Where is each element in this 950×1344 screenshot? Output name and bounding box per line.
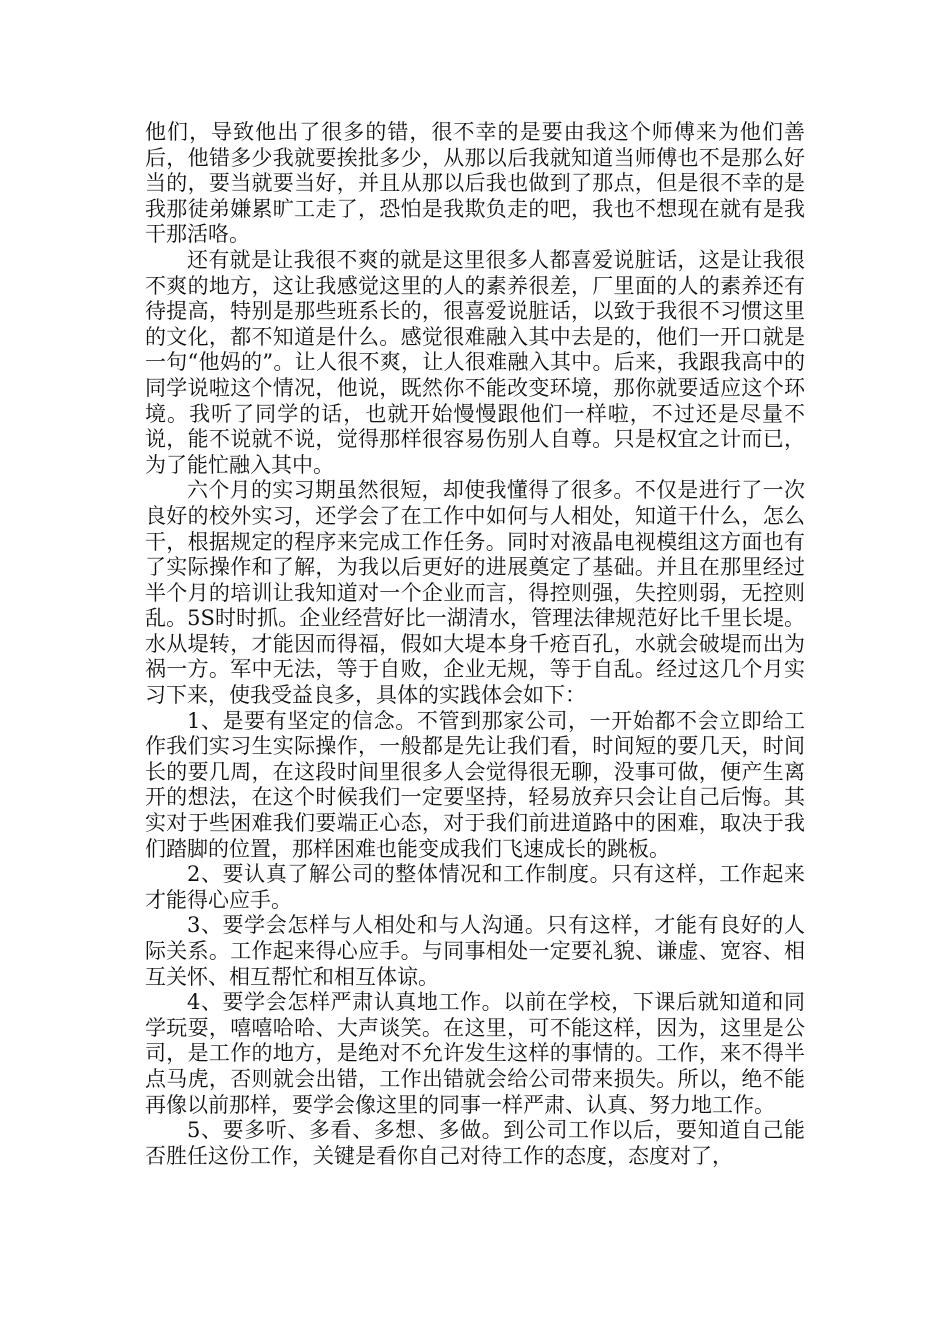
paragraph: 4、要学会怎样严肃认真地工作。以前在学校，下课后就知道和同学玩耍，嘻嘻哈哈、大声谈笑。在这里，可不能这样，因为，这里是公司，是工作的地方，是绝对不允许发生这样的事情的。工作，来不得半点马虎，否则就会出错，工作出错就会给公司带来损失。所以，绝不能再像以前那样，要学会像这里的同事一样严肃、认真、努力地工作。: [145, 990, 805, 1117]
paragraph: 六个月的实习期虽然很短，却使我懂得了很多。不仅是进行了一次良好的校外实习，还学会了在工作中如何与人相处，知道干什么，怎么干，根据规定的程序来完成工作任务。同时对液晶电视模组这方面也有了实际操作和了解，为我以后更好的进展奠定了基础。并且在那里经过半个月的培训让我知道对一个企业而言，得控则强，失控则弱，无控则乱。5S时时抓。企业经营好比一湖清水，管理法律规范好比千里长堤。水从堤转，才能因而得福，假如大堤本身千疮百孔，水就会破堤而出为祸一方。军中无法，等于自败，企业无规，等于自乱。经过这几个月实习下来，使我受益良多，具体的实践体会如下：: [145, 478, 805, 708]
paragraph: 3、要学会怎样与人相处和与人沟通。只有这样，才能有良好的人际关系。工作起来得心应手。与同事相处一定要礼貌、谦虚、宽容、相互关怀、相互帮忙和相互体谅。: [145, 913, 805, 989]
paragraph: 他们，导致他出了很多的错，很不幸的是要由我这个师傅来为他们善后，他错多少我就要挨批多少，从那以后我就知道当师傅也不是那么好当的，要当就要当好，并且从那以后我也做到了那点，但是很不幸的是我那徒弟嫌累旷工走了，恐怕是我欺负走的吧，我也不想现在就有是我干那活咯。: [145, 120, 805, 247]
paragraph: 5、要多听、多看、多想、多做。到公司工作以后，要知道自己能否胜任这份工作，关键是看你自己对待工作的态度，态度对了，: [145, 1118, 805, 1168]
paragraph: 还有就是让我很不爽的就是这里很多人都喜爱说脏话，这是让我很不爽的地方，这让我感觉这里的人的素养很差，厂里面的人的素养还有待提高，特别是那些班系长的，很喜爱说脏话，以致于我很不习惯这里的文化，都不知道是什么。感觉很难融入其中去是的，他们一开口就是一句“他妈的”。让人很不爽，让人很难融入其中。后来，我跟我高中的同学说啦这个情况，他说，既然你不能改变环境，那你就要适应这个环境。我听了同学的话，也就开始慢慢跟他们一样啦，不过还是尽量不说，能不说就不说，觉得那样很容易伤别人自尊。只是权宜之计而已，为了能忙融入其中。: [145, 247, 805, 477]
paragraph: 1、是要有坚定的信念。不管到那家公司，一开始都不会立即给工作我们实习生实际操作，一般都是先让我们看，时间短的要几天，时间长的要几周，在这段时间里很多人会觉得很无聊，没事可做，便产生离开的想法，在这个时候我们一定要坚持，轻易放弃只会让自己后悔。其实对于些困难我们要端正心态，对于我们前进道路中的困难，取决于我们踏脚的位置，那样困难也能变成我们飞速成长的跳板。: [145, 708, 805, 861]
paragraph: 2、要认真了解公司的整体情况和工作制度。只有这样，工作起来才能得心应手。: [145, 862, 805, 912]
document-page: [145, 120, 805, 1169]
